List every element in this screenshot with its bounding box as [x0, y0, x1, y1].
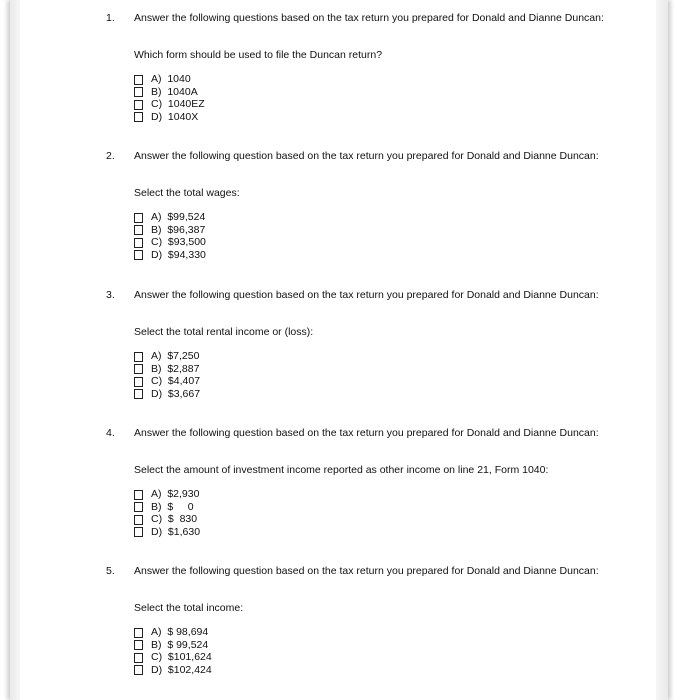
- option-label: C) $101,624: [151, 651, 212, 664]
- question-prompt: Select the total wages:: [134, 187, 240, 199]
- question-4: [10, 427, 668, 557]
- option-label: B) $2,887: [151, 362, 200, 375]
- option-label: C) $ 830: [151, 513, 198, 526]
- checkbox-icon[interactable]: [134, 527, 143, 537]
- checkbox-icon[interactable]: [134, 389, 143, 399]
- option-label: A) $ 98,694: [151, 626, 209, 638]
- checkbox-icon[interactable]: [134, 250, 143, 260]
- question-3: [10, 289, 668, 419]
- question-prompt: Select the amount of investment income reported as other income on line 21, Form 1040:: [134, 464, 549, 476]
- checkbox-icon[interactable]: [134, 640, 143, 650]
- checkbox-icon[interactable]: [134, 364, 143, 374]
- question-number: 1.: [106, 12, 115, 24]
- question-text: Answer the following question based on the tax return you prepared for Donald and Dianne Duncan:: [134, 289, 599, 301]
- option-label: D) $94,330: [151, 248, 206, 261]
- question-2: [10, 150, 668, 280]
- question-1: [10, 12, 668, 142]
- checkbox-icon[interactable]: [134, 87, 143, 97]
- checkbox-icon[interactable]: [134, 112, 143, 122]
- checkbox-icon[interactable]: [134, 515, 143, 525]
- checkbox-icon[interactable]: [134, 628, 143, 638]
- option-label: B) $ 0: [151, 500, 194, 513]
- question-prompt: Select the total rental income or (loss):: [134, 326, 314, 338]
- checkbox-icon[interactable]: [134, 100, 143, 110]
- question-text: Answer the following question based on the tax return you prepared for Donald and Dianne Duncan:: [134, 427, 599, 439]
- option-label: D) $102,424: [151, 663, 212, 676]
- checkbox-icon[interactable]: [134, 502, 143, 512]
- checkbox-icon[interactable]: [134, 75, 143, 85]
- question-text: Answer the following question based on the tax return you prepared for Donald and Dianne Duncan:: [134, 565, 599, 577]
- option-label: A) $2,930: [151, 488, 200, 500]
- question-prompt: Select the total income:: [134, 602, 244, 614]
- checkbox-icon[interactable]: [134, 665, 143, 675]
- option-label: D) 1040X: [151, 110, 199, 123]
- option-label: D) $3,667: [151, 387, 201, 400]
- option-label: C) $93,500: [151, 236, 206, 249]
- question-number: 5.: [106, 565, 115, 577]
- option-label: D) $1,630: [151, 525, 201, 538]
- question-text: Answer the following questions based on the tax return you prepared for Donald and Dianne Duncan:: [134, 12, 604, 24]
- checkbox-icon[interactable]: [134, 225, 143, 235]
- checkbox-icon[interactable]: [134, 238, 143, 248]
- checkbox-icon[interactable]: [134, 213, 143, 223]
- option-label: B) $ 99,524: [151, 638, 209, 651]
- option-label: A) 1040: [151, 73, 191, 85]
- checkbox-icon[interactable]: [134, 653, 143, 663]
- question-text: Answer the following question based on the tax return you prepared for Donald and Dianne Duncan:: [134, 150, 599, 162]
- option-label: B) $96,387: [151, 223, 206, 236]
- question-number: 3.: [106, 289, 115, 301]
- option-label: C) $4,407: [151, 375, 201, 388]
- question-number: 2.: [106, 150, 115, 162]
- document-page: [10, 0, 668, 700]
- question-prompt: Which form should be used to file the Duncan return?: [134, 49, 383, 61]
- option-label: A) $99,524: [151, 211, 206, 223]
- checkbox-icon[interactable]: [134, 377, 143, 387]
- checkbox-icon[interactable]: [134, 352, 143, 362]
- option-label: C) 1040EZ: [151, 98, 205, 111]
- question-5: [10, 565, 668, 695]
- question-number: 4.: [106, 427, 115, 439]
- checkbox-icon[interactable]: [134, 490, 143, 500]
- option-label: A) $7,250: [151, 350, 200, 362]
- option-label: B) 1040A: [151, 85, 198, 98]
